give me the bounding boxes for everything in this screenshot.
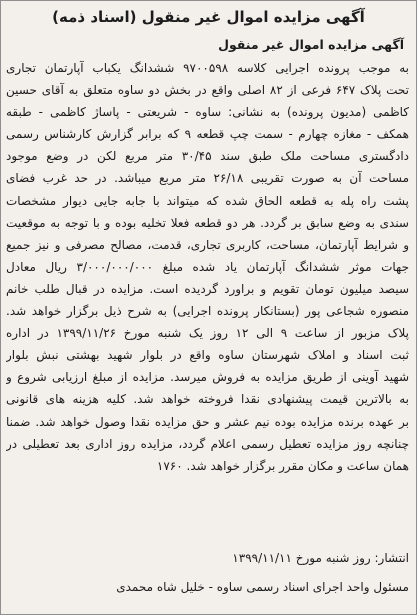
signature: مسئول واحد اجرای اسناد رسمی ساوه - خلیل شاه محمدی [116, 580, 409, 594]
notice-line: منصوره شجاعی پور (بستانکار پرونده اجرایی) به شرح ذیل برگزار خواهد شد. [6, 304, 409, 319]
notice-line: کاظمی (مدیون پرونده) به نشانی: ساوه - شریعتی - پاساژ کاظمی - طبقه [6, 105, 409, 120]
notice-line: مساحت آن به صورت تقریبی ۲۶/۱۸ متر مربع میباشد. در حد غرب فضای [6, 171, 409, 186]
notice-subtitle: آگهی مزایده اموال غیر منقول [218, 37, 404, 52]
publish-date: انتشار: روز شنبه مورخ ۱۳۹۹/۱۱/۱۱ [232, 551, 409, 565]
notice-line: دادگستری مساحت ملک طبق سند ۳۰/۴۵ متر مربع لکن در وضع موجود [6, 149, 409, 164]
notice-line: سیصد میلیون تومان تقویم و براورد گردیده است. مزایده در قبال طلب خانم [6, 281, 409, 296]
notice-body [6, 57, 409, 477]
notice-line: جهات موثر ششدانگ آپارتمان یاد شده مبلغ ۳/۰۰۰/۰۰۰/۰۰۰ ریال معادل [6, 259, 409, 274]
notice-line: همکف - مغازه چهارم - سمت چپ قطعه ۹ که برابر گزارش کارشناس رسمی [6, 127, 409, 142]
notice-line: شهید آوینی از طریق مزایده به فروش میرسد. مزایده از مبلغ ارزیابی شروع و [6, 370, 409, 385]
notice-line: سندی به وضع سابق بر گردد. هر دو قطعه فعلا تخلیه بوده و با توجه به موقعیت [6, 215, 409, 230]
notice-line: چنانچه روز مزایده تعطیل رسمی اعلام گردد، مزایده روز اداری بعد تعطیلی در [6, 436, 409, 451]
notice-line: پلاک مزبور از ساعت ۹ الی ۱۲ روز یک شنبه مورخ ۱۳۹۹/۱۱/۲۶ در اداره [6, 326, 409, 341]
notice-title: آگهی مزایده اموال غیر منقول (اسناد ذمه) [52, 8, 365, 26]
notice-line: به بالاترین قیمت پیشنهادی نقدا فروخته خواهد شد. کلیه هزینه های قانونی [6, 392, 409, 407]
notice-line: بر عهده برنده مزایده بوده نیم عشر و حق مزایده نقدا وصول خواهد شد. ضمنا [6, 414, 409, 429]
notice-line: پشت راه پله به قطعه الحاق شده که میتواند با جابه جایی دیوار مشخصات [6, 193, 409, 208]
notice-line: تحت پلاک ۶۴۷ فرعی از ۸۲ اصلی واقع در بخش دو ساوه متعلق به آقای حسین [6, 83, 409, 98]
notice-line: همان ساعت و مکان مقرر برگزار خواهد شد. ۱۷۶۰ [156, 458, 409, 473]
notice-line: و شرایط آپارتمان، مساحت، کاربری تجاری، قدمت، مصالح مصرفی و نیز جمیع [6, 237, 409, 252]
notice-line: به موجب پرونده اجرایی کلاسه ۹۷۰۰۵۹۸ ششدانگ یکباب آپارتمان تجاری [6, 61, 409, 75]
notice-line: ثبت اسناد و املاک شهرستان ساوه واقع در بلوار شهید بهشتی نبش بلوار [6, 348, 409, 363]
